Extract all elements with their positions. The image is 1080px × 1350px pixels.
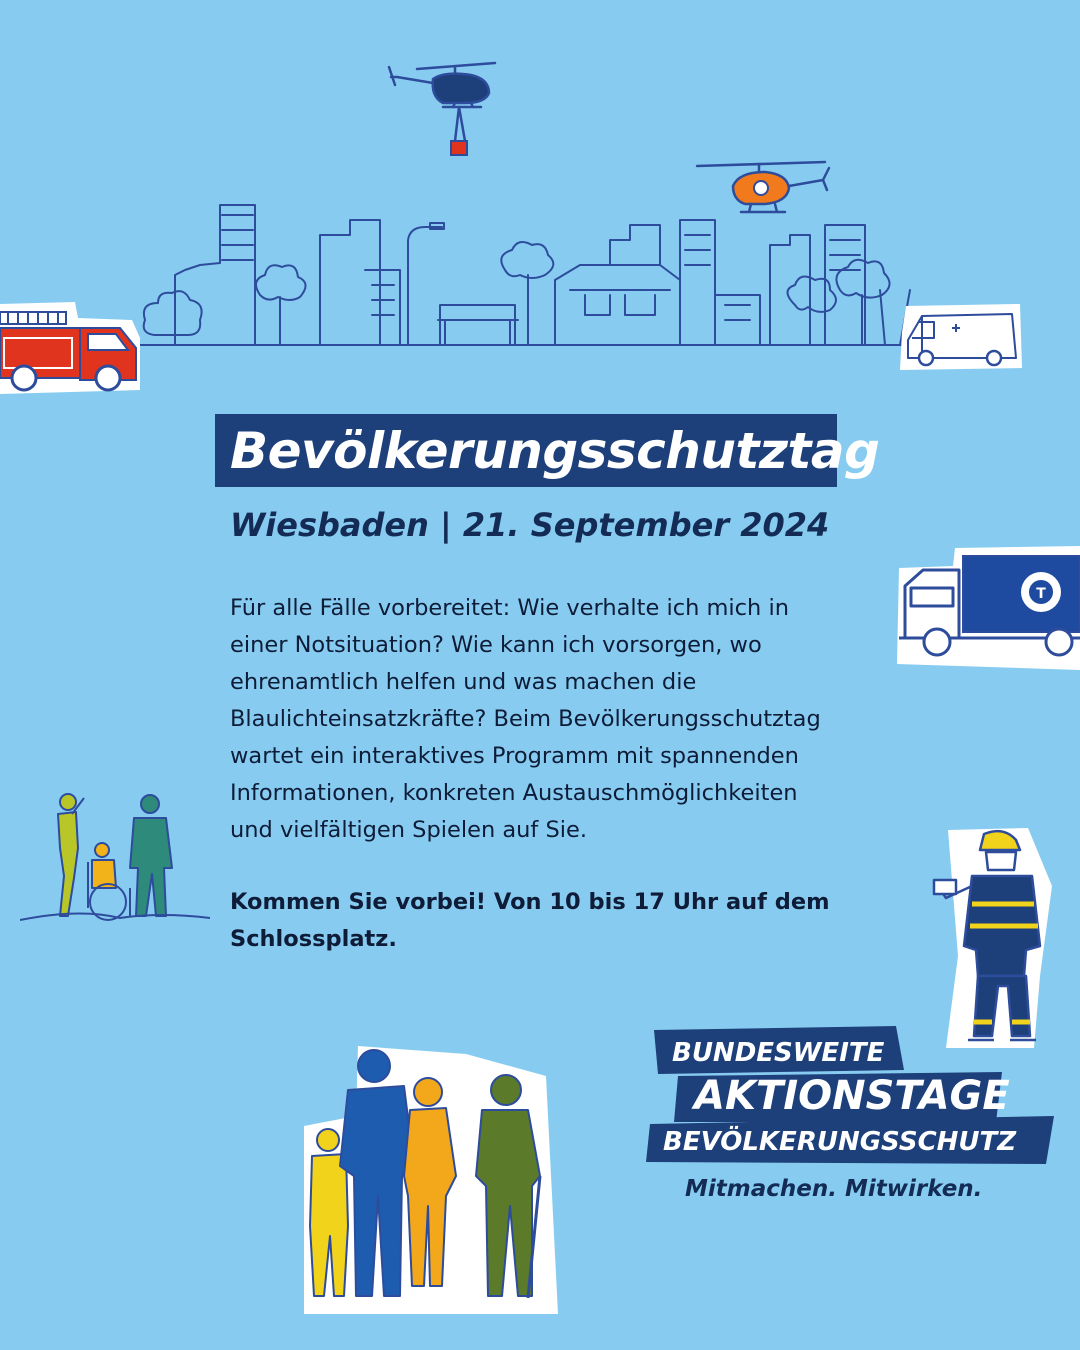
firefighter-illustration (928, 826, 1056, 1050)
helicopter-icon (385, 55, 500, 165)
people-wheelchair-illustration (20, 788, 210, 928)
campaign-slogan: Mitmachen. Mitwirken. (685, 1176, 983, 1202)
family-illustration (296, 1046, 566, 1314)
description-line: einer Notsituation? Wie kann ich vorsorgen, wo (230, 632, 762, 658)
campaign-line-bevoelkerungsschutz: BEVÖLKERUNGSSCHUTZ (663, 1127, 1017, 1157)
city-skyline-illustration (140, 195, 930, 360)
description-line: ehrenamtlich helfen und was machen die (230, 669, 697, 695)
cta-line: Kommen Sie vorbei! Von 10 bis 17 Uhr auf dem (230, 889, 830, 915)
description-line: Informationen, konkreten Austauschmöglichkeiten (230, 780, 798, 806)
page-title: Bevölkerungsschutztag (230, 422, 880, 480)
description-line: wartet ein interaktives Programm mit spannenden (230, 743, 799, 769)
campaign-line-aktionstage: AKTIONSTAGE (694, 1073, 1010, 1119)
fire-truck-icon (0, 298, 142, 396)
description-line: Blaulichteinsatzkräfte? Beim Bevölkerungsschutztag (230, 706, 821, 732)
description-line: Für alle Fälle vorbereitet: Wie verhalte ich mich in (230, 595, 789, 621)
cta-line: Schlossplatz. (230, 926, 397, 952)
event-description (230, 590, 895, 849)
svg-text:T: T (1036, 586, 1046, 602)
ambulance-icon (898, 302, 1024, 372)
thw-truck-icon (893, 546, 1080, 670)
event-location-date: Wiesbaden | 21. September 2024 (230, 506, 830, 544)
description-line: und vielfältigen Spielen auf Sie. (230, 817, 588, 843)
campaign-line-bundesweite: BUNDESWEITE (672, 1038, 885, 1068)
call-to-action (230, 884, 850, 958)
